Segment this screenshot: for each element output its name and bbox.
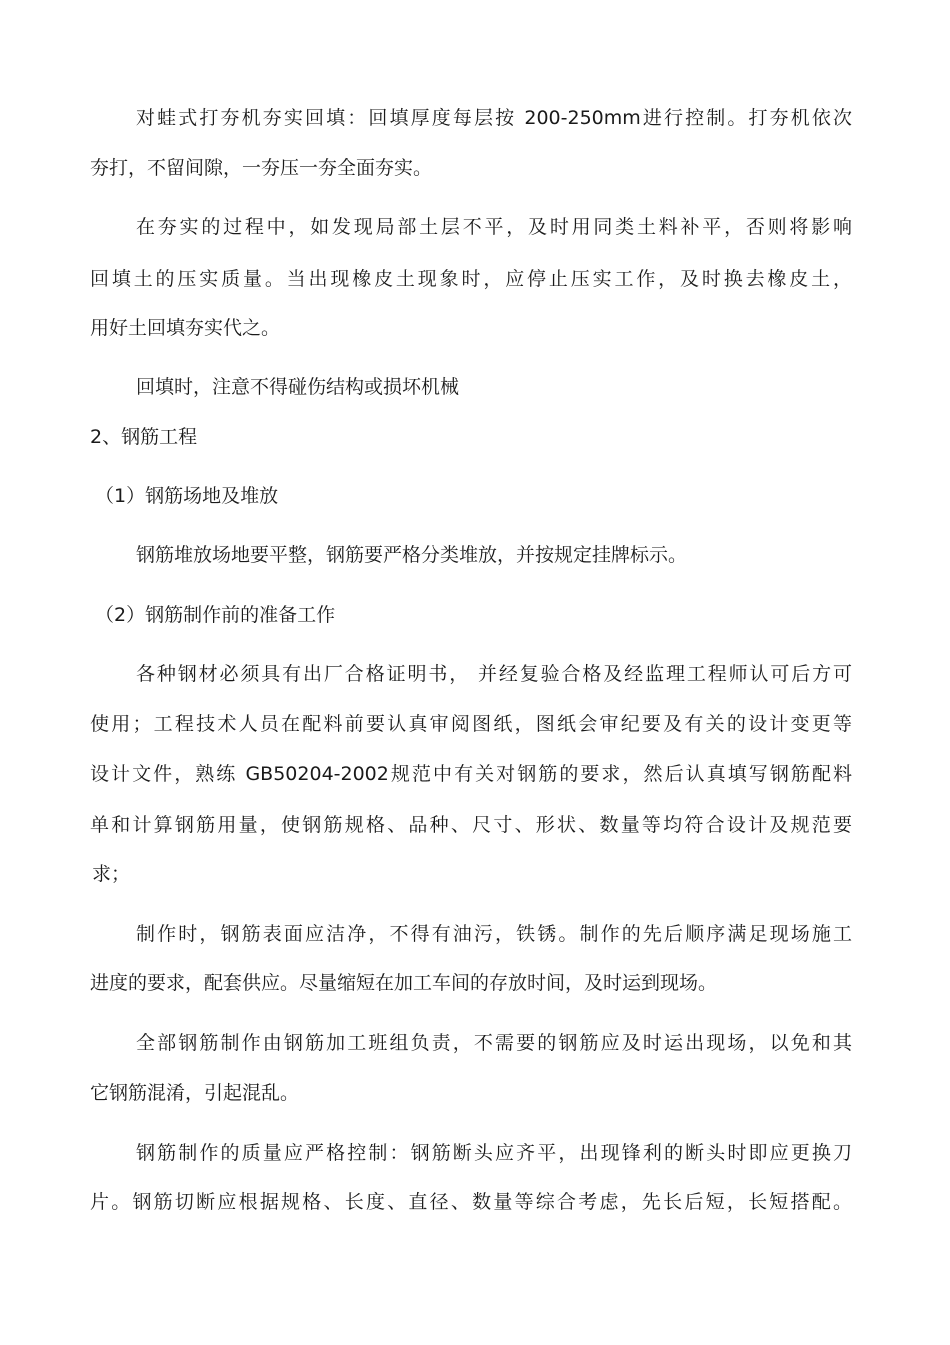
subsection-heading-2: （2）钢筋制作前的准备工作 [95,604,336,626]
text-line-13: 设计文件，熟练 GB50204-2002规范中有关对钢筋的要求，然后认真填写钢筋配料 [90,763,852,785]
text-line-19: 它钢筋混淆，引起混乱。 [90,1082,300,1104]
text-line-18: 全部钢筋制作由钢筋加工班组负责，不需要的钢筋应及时运出现场，以免和其 [136,1032,852,1054]
section-heading: 2、钢筋工程 [90,426,198,448]
text-line-14: 单和计算钢筋用量，使钢筋规格、品种、尺寸、形状、数量等均符合设计及规范要 [90,814,852,836]
text-line-9: 钢筋堆放场地要平整，钢筋要严格分类堆放，并按规定挂牌标示。 [136,544,688,566]
text-line-15: 求； [92,863,131,885]
text-line-4: 回填土的压实质量。当出现橡皮土现象时，应停止压实工作，及时换去橡皮土， [90,268,852,290]
text-line-6: 回填时，注意不得碰伤结构或损坏机械 [136,376,460,398]
text-line-2: 夯打，不留间隙，一夯压一夯全面夯实。 [90,157,433,179]
text-line-21: 片。钢筋切断应根据规格、长度、直径、数量等综合考虑，先长后短，长短搭配。 [90,1191,852,1213]
text-line-11: 各种钢材必须具有出厂合格证明书， 并经复验合格及经监理工程师认可后方可 [136,663,852,685]
text-line-5: 用好土回填夯实代之。 [90,317,281,339]
text-line-1: 对蛙式打夯机夯实回填：回填厚度每层按 200-250mm进行控制。打夯机依次 [136,107,852,129]
text-line-16: 制作时，钢筋表面应洁净，不得有油污，铁锈。制作的先后顺序满足现场施工 [136,923,852,945]
text-line-17: 进度的要求，配套供应。尽量缩短在加工车间的存放时间，及时运到现场。 [90,972,718,994]
text-line-12: 使用；工程技术人员在配料前要认真审阅图纸，图纸会审纪要及有关的设计变更等 [90,713,852,735]
text-line-20: 钢筋制作的质量应严格控制：钢筋断头应齐平，出现锋利的断头时即应更换刀 [136,1142,852,1164]
text-line-3: 在夯实的过程中，如发现局部土层不平，及时用同类土料补平，否则将影响 [136,216,852,238]
subsection-heading-1: （1）钢筋场地及堆放 [95,485,279,507]
